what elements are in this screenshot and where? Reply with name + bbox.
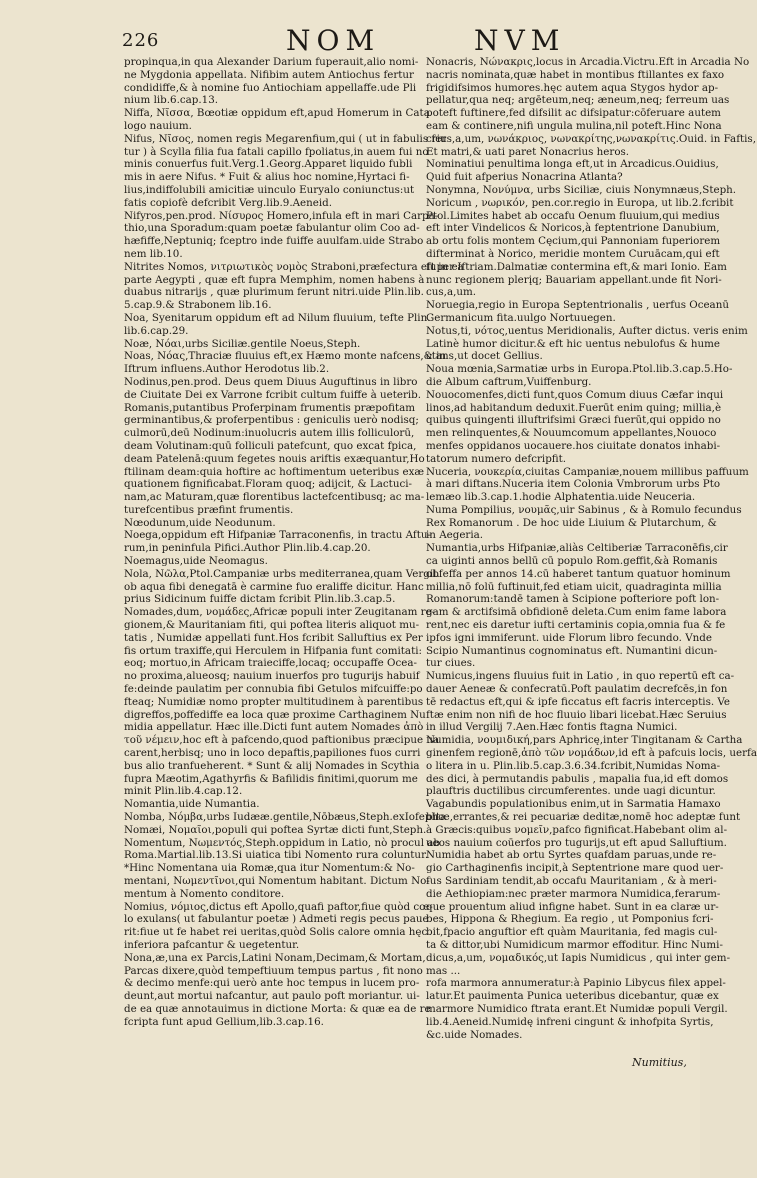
- text-line: ta & dittor,ubi Numidicum marmor effoditur. Hinc Numi-: [426, 938, 723, 951]
- text-line: duabus nitrarijs , quæ plurimum ferunt nitri.uide Plin.lib.: [124, 286, 424, 299]
- text-line: turefcentibus præfint frumentis.: [124, 503, 294, 516]
- text-line: germinantibus,& proferpentibus : geniculis uerò nodisq;: [124, 414, 419, 427]
- text-line: eam & continere,nifi ungula mulina,nil poteft.Hinc Nona: [426, 119, 722, 132]
- text-line: ftilinam deam:quia hoftire ac hoftimentum ueteribus exæ: [124, 465, 425, 478]
- text-line: millia,nō folū fuftinuit,fed etiam uicit, quadraginta millia: [426, 580, 722, 593]
- text-line: eft inter Vindelicos & Noricos,à feptentrione Danubium,: [426, 222, 720, 235]
- text-line: deunt,aut mortui nafcantur, aut paulo poft moriantur. ui-: [124, 990, 420, 1003]
- text-line: tur ) à Scylla filia fua fatali capillo fpoliatus,in auem fui no: [124, 145, 429, 158]
- text-line: Nifus, Νῖσος, nomen regis Megarenfium,qui ( ut in fabulis fer: [124, 132, 447, 145]
- text-line: Nomantia,uide Numantia.: [124, 798, 260, 811]
- text-line: de ea quæ annotauimus in dictione Morta: & quæ ea de re: [124, 1002, 431, 1015]
- text-line: menfes oppidanos uocauere.hos ciuitate donatos inhabi-: [426, 439, 721, 452]
- text-line: dauer Aeneæ & confecratū.Poft paulatim decrefcēs,in fon: [426, 683, 728, 696]
- text-line: bes, Hippona & Rhegium. Ea regio , ut Pomponius fcri-: [426, 913, 714, 926]
- text-line: τοῦ νέμειν,hoc eft à pafcendo,quod paftionibus præcipue ua: [124, 734, 440, 747]
- text-line: bitæ,errantes,& rei pecuariæ deditæ,nomē hoc adeptæ funt: [426, 811, 741, 824]
- text-line: à mari diftans.Nuceria item Colonia Vmbrorum urbs Pto: [426, 478, 721, 491]
- text-line: lib.4.Aeneid.Numidę infreni cingunt & inhofpita Syrtis,: [426, 1015, 714, 1028]
- text-line: Nomæi, Νομαῖοι,populi qui poftea Syrtæ dicti funt,Steph.: [124, 823, 427, 836]
- text-line: Numantia,urbs Hifpaniæ,aliàs Celtiberiæ Tarraconēfis,cir: [426, 542, 728, 555]
- text-line: carent,herbisq; uno in loco depaftis,papiliones fuos curri: [124, 747, 421, 760]
- text-line: de Ciuitate Dei ex Varrone fcribit cultum fuiffe à ueterib.: [124, 388, 422, 401]
- text-line: Numidia habet ab ortu Syrtes quafdam paruas,unde re-: [426, 849, 717, 862]
- text-line: deam Patelenā:quum fegetes nouis ariftis exæquantur,Ho: [124, 452, 425, 465]
- text-line: Scipio Numantinus cognominatus eft. Numantini dicun-: [426, 644, 718, 657]
- text-line: die Album caftrum,Vuiffenburg.: [426, 375, 592, 388]
- text-line: Nominatiui penultima longa eft,ut in Arcadicus.Ouidius,: [426, 158, 719, 171]
- text-line: & decimo menfe:qui uerò ante hoc tempus in lucem pro-: [124, 977, 420, 990]
- text-line: nacris nominata,quæ habet in montibus ftillantes ex faxo: [426, 68, 725, 81]
- text-line: 5.cap.9.& Strabonem lib.16.: [124, 299, 272, 312]
- text-line: cus,a,um.: [426, 286, 477, 299]
- text-line: &c.uide Nomades.: [426, 1028, 523, 1041]
- text-line: Quid fuit afperius Nonacrina Atlanta?: [426, 171, 623, 184]
- text-line: Latinè humor dicitur.& eft hic uentus nebulofus & hume: [426, 337, 721, 350]
- text-line: tatorum numero defcripfit.: [426, 452, 567, 465]
- text-line: bit,fpacio anguftior eft quàm Mauritania, fed magis cul-: [426, 926, 718, 939]
- text-line: latur.Et pauimenta Punica ueteribus dicebantur, quæ ex: [426, 990, 719, 1003]
- text-line: marmore Numidico ftrata erant.Et Numidæ populi Vergil.: [426, 1002, 728, 1015]
- text-line: Vagabundis populationibus enim,ut in Sarmatia Hamaxo: [426, 798, 721, 811]
- text-line: Noricum , νωρικόν, pen.cor.regio in Europa, ut lib.2.fcribit: [426, 196, 734, 209]
- text-line: inferiora pafcantur & uegetentur.: [124, 938, 300, 951]
- text-line: ipfos igni immiferunt. uide Florum libro fecundo. Vnde: [426, 631, 712, 644]
- text-line: rum,in peninfula Pifici.Author Plin.lib.4.cap.20.: [124, 542, 371, 555]
- text-line: thio,una Sporadum:quam poetæ fabulantur olim Coo ad-: [124, 222, 420, 235]
- text-line: poteft fuftinere,fed difsilit ac difsipatur:cōferuare autem: [426, 107, 721, 120]
- text-line: ctans,ut docet Gellius.: [426, 350, 543, 363]
- text-line: des dici, à permutandis pabulis , mapalia fua,id eft domos: [426, 772, 729, 785]
- right-column: [426, 56, 757, 1041]
- text-line: condidiffe,& à nomine fuo Antiochiam appellaffe.ude Pli: [124, 81, 417, 94]
- text-line: mentani, Νωμεντῖνοι,qui Nomentum habitant. Dictum No-: [124, 875, 430, 887]
- text-line: fe:deinde paulatim per connubia fibi Getulos mifcuiffe:po: [124, 683, 423, 696]
- text-line: Nonacris, Νώνακρις,locus in Arcadia.Victru.Eft in Arcadia No: [426, 56, 750, 68]
- text-line: Nonymna, Νονύμνα, urbs Siciliæ, ciuis Nonymnæus,Steph.: [426, 183, 737, 196]
- text-line: Nona,æ,una ex Parcis,Latini Nonam,Decimam,& Mortam,: [124, 951, 426, 964]
- text-line: fuper Iftriam.Dalmatiæ contermina eft,& mari Ionio. Eam: [426, 260, 727, 273]
- text-line: *Hinc Nomentana uia Romæ,qua itur Nomentum:& No-: [124, 862, 415, 875]
- text-line: digreffos,poffediffe ea loca quæ proxime Carthaginem Nu: [124, 708, 426, 721]
- text-line: logo nauium.: [124, 119, 192, 132]
- running-head-left: NOM: [286, 24, 381, 57]
- text-line: ca uiginti annos bellū cū populo Rom.geffit,&à Romanis: [426, 555, 718, 568]
- text-line: Noas, Νόας,Thraciæ fluuius eft,ex Hæmo monte nafcens,& in: [124, 350, 447, 363]
- text-line: Romanis,putantibus Proferpinam frumentis præpofitam: [124, 401, 415, 414]
- text-line: à Græcis:quibus νομεῖν,pafco fignificat.Habebant olim al-: [426, 823, 728, 836]
- text-line: quibus quingenti illuftrifsimi Græci fuerūt,qui oppido no: [426, 414, 721, 427]
- text-line: prius Sidicinum fuiffe dictam fcribit Plin.lib.3.cap.5.: [124, 593, 396, 606]
- text-line: hæfiffe,Neptuniq; fceptro inde fuiffe auulfam.uide Strabo: [124, 235, 424, 248]
- text-line: die Aethiopiam:nec præter marmora Numidica,ferarum-: [426, 887, 721, 900]
- text-line: quationem fignificabat.Floram quoq; adijcit, & Lactuci-: [124, 478, 412, 491]
- text-line: difterminat à Norico, meridie montem Curuācam,qui eft: [426, 247, 720, 260]
- text-line: Rex Romanorum . De hoc uide Liuium & Plutarchum, &: [426, 516, 717, 529]
- text-line: fupra Mæotim,Agathyrfis & Bafilidis finitimi,quorum me: [124, 772, 418, 785]
- text-line: Numidia, νουμιδική,pars Aphricę,inter Tingitanam & Cartha: [426, 734, 743, 747]
- text-line: ftæ enim non nifi de hoc fluuio libari licebat.Hæc Seruius: [426, 708, 727, 721]
- text-line: dicus,a,um, νομαδικός,ut Iapis Numidicus , qui inter gem-: [426, 951, 731, 964]
- text-line: fteaq; Numidiæ nomo propter multitudinem à parentibus: [124, 695, 424, 708]
- text-line: ne Mygdonia appellata. Nifibim autem Antiochus fertur: [124, 68, 414, 81]
- text-line: Noemagus,uide Neomagus.: [124, 555, 268, 568]
- text-line: rent,nec eis daretur iufti certaminis copia,omnia fua & fe: [426, 619, 726, 632]
- text-line: Nifyros,pen.prod. Νίσυρος Homero,infula eft in mari Carpa-: [124, 209, 439, 222]
- text-line: eoq; mortuo,in Africam traieciffe,locaq; occupaffe Ocea-: [124, 657, 417, 670]
- text-line: fcripta funt apud Gellium,lib.3.cap.16.: [124, 1015, 324, 1028]
- text-line: Ptol.Limites habet ab occafu Oenum fluuium,qui medius: [426, 209, 720, 222]
- text-line: bus alio tranfueherent. * Sunt & alij Nomades in Scythia: [124, 759, 420, 772]
- text-line: deam Volutinam:quū folliculi patefcunt, quo excat fpica,: [124, 439, 417, 452]
- text-line: Nodinus,pen.prod. Deus quem Diuus Auguftinus in libro: [124, 375, 418, 388]
- text-line: lius,indiffolubili amicitiæ uinculo Euryalo coniunctus:ut: [124, 183, 415, 196]
- page-header: [0, 14, 700, 57]
- text-line: Parcas dixere,quòd tempeftiuum tempus partus , fit nono: [124, 964, 423, 977]
- text-line: linos,ad habitandum deduxit.Fuerūt enim quing; millia,è: [426, 401, 722, 414]
- text-line: Nomba, Νόμβα,urbs Iudææ.gentile,Nōbæus,Steph.exIofepho.: [124, 811, 448, 824]
- text-line: minis conuerfus fuit.Verg.1.Georg.Apparet liquido fubli: [124, 158, 413, 171]
- text-line: Iftrum influens.Author Herodotus lib.2.: [124, 363, 330, 376]
- catchword: Numitius,: [632, 1056, 687, 1069]
- text-line: Numa Pompilius, νουμᾶς,uir Sabinus , & à Romulo fecundus: [426, 503, 742, 516]
- text-line: nium lib.6.cap.13.: [124, 94, 219, 107]
- text-line: obfeffa per annos 14.cū haberet tantum quatuor hominum: [426, 567, 731, 580]
- text-line: tatis , Numidæ appellati funt.Hos fcribit Salluftius ex Per: [124, 631, 423, 644]
- text-line: lib.6.cap.29.: [124, 324, 189, 337]
- text-line: Noua mœnia,Sarmatiæ urbs in Europa.Ptol.lib.3.cap.5.Ho-: [426, 363, 733, 376]
- text-line: no proxima,alueosq; nauium inuerfos pro tugurijs habuif: [124, 670, 420, 683]
- text-line: que prouentum aliud infigne habet. Sunt in ea claræ ur-: [426, 900, 719, 913]
- text-line: fatis copiofè defcribit Verg.lib.9.Aeneid.: [124, 196, 332, 209]
- text-line: Niffa, Νῖσσα, Bœotiæ oppidum eft,apud Homerum in Cata: [124, 107, 430, 120]
- text-line: Et matri,& uati paret Nonacrius heros.: [426, 145, 630, 158]
- text-line: fis ortum traxiffe,qui Herculem in Hifpania funt comitati:: [124, 644, 422, 657]
- text-line: frigidifsimos humores.hęc autem aqua Stygos hydor ap-: [426, 81, 719, 94]
- text-line: tur ciues.: [426, 657, 476, 670]
- page-number: 226: [122, 30, 160, 51]
- text-line: mas ...: [426, 964, 461, 977]
- text-line: Nomentum, Νωμεντός,Steph.oppidum in Latio, nò procul ab: [124, 836, 440, 849]
- text-line: lemæo lib.3.cap.1.hodie Alphatentia.uide Neuceria.: [426, 491, 696, 504]
- text-line: ueos nauium coūerfos pro tugurijs,ut eft apud Salluftium.: [426, 836, 727, 849]
- text-line: culmorū,deū Nodinum:inuolucris autem illis folliculorū,: [124, 427, 415, 440]
- text-line: Nola, Νῶλα,Ptol.Campaniæ urbs mediterranea,quam Vergil.: [124, 567, 440, 580]
- text-line: Noruegia,regio in Europa Septentrionalis , uerfus Oceanū: [426, 299, 729, 312]
- text-line: plauftris ductilibus circumferentes. unde uagi dicuntur.: [426, 785, 716, 798]
- text-line: ab ortu folis montem Cęcium,qui Pannoniam fuperiorem: [426, 235, 721, 248]
- text-line: mentum à Nomento conditore.: [124, 887, 285, 900]
- text-line: mis in aere Nifus. * Fuit & alius hoc nomine,Hyrtaci fi-: [124, 171, 410, 184]
- text-line: nem lib.10.: [124, 247, 183, 260]
- text-line: Noæ, Νόαι,urbs Siciliæ.gentile Noeus,Steph.: [124, 337, 361, 350]
- text-line: Nomades,dum, νομάδες,Africæ populi inter Zeugitanam re-: [124, 606, 436, 619]
- text-line: ginenfem regionē,ἀπὸ τῶν νομάδων,id eft à pafcuis locis, uerfa: [426, 747, 757, 760]
- text-line: minit Plin.lib.4.cap.12.: [124, 785, 243, 798]
- running-head-right: NVM: [474, 24, 566, 57]
- text-line: gio Carthaginenfis incipit,à Septentrione mare quod uer-: [426, 862, 724, 875]
- text-line: crius,a,um, νωνάκριος, νωνακρίτης,νωνακρίτις.Ouid. in Faftis,: [426, 132, 756, 145]
- text-line: o litera in u. Plin.lib.5.cap.3.6.34.fcribit,Numidas Noma-: [426, 759, 721, 772]
- text-line: Nomius, νόμιος,dictus eft Apollo,quafi paftor,fiue quòd cœ-: [124, 900, 433, 913]
- text-line: tē redactus eft,qui & ipfe ficcatus eft facris interceptis. Ve: [426, 695, 730, 708]
- text-line: Noega,oppidum eft Hifpaniæ Tarraconenfis, in tractu Aftu-: [124, 529, 431, 542]
- text-line: fus Sardiniam tendit,ab occafu Mauritaniam , & à meri-: [426, 875, 717, 887]
- text-line: Nitrites Nomos, νιτριωτικὸς νομὸς Straboni,præfectura eft in ea: [124, 260, 464, 273]
- text-line: Nœodunum,uide Neodunum.: [124, 516, 276, 529]
- text-line: lo exulans( ut fabulantur poetæ ) Admeti regis pecus paue: [124, 913, 429, 926]
- text-line: gam & arctifsimā obfidionē deleta.Cum enim fame labora: [426, 606, 727, 619]
- text-line: men relinquentes,& Nouumcomum appellantes,Nouoco: [426, 427, 717, 440]
- text-line: Roma.Martial.lib.13.Si uiatica tibi Nomento rura coluntur.: [124, 849, 429, 862]
- text-line: gionem,& Mauritaniam fiti, qui poftea literis aliquot mu-: [124, 619, 420, 632]
- text-line: Nouocomenfes,dicti funt,quos Comum diuus Cæfar inqui: [426, 388, 724, 401]
- text-line: rit:fiue ut fe habet rei ueritas,quòd Solis calore omnia hęc: [124, 926, 428, 939]
- text-line: Nuceria, νουκερία,ciuitas Campaniæ,nouem millibus paffuum: [426, 465, 749, 478]
- text-line: in Aegeria.: [426, 529, 484, 542]
- text-line: in illud Vergilij 7.Aen.Hæc fontis ftagna Numici.: [426, 721, 678, 734]
- text-line: midia appellatur. Hæc ille.Dicti funt autem Nomades ἀπὸ: [124, 721, 424, 734]
- text-line: Notus,ti, νότος,uentus Meridionalis, Aufter dictus. veris enim: [426, 324, 748, 337]
- text-line: rofa marmora annumeratur:à Papinio Libycus filex appel-: [426, 977, 726, 990]
- text-line: Noa, Syenitarum oppidum eft ad Nilum fluuium, tefte Plin.: [124, 311, 431, 324]
- text-line: Germanicum fita.uulgo Nortuuegen.: [426, 311, 616, 324]
- text-line: Romanorum:tandē tamen à Scipione pofteriore poft lon-: [426, 593, 720, 606]
- text-line: nam,ac Maturam,quæ florentibus lactefcentibusq; ac ma-: [124, 491, 425, 504]
- text-line: nunc regionem plerįq; Bauariam appellant.unde fit Nori-: [426, 273, 722, 286]
- text-line: propinqua,in qua Alexander Darium fuperauit,alio nomi-: [124, 56, 419, 68]
- text-line: pellatur,qua neq; argēteum,neq; æneum,neq; ferreum uas: [426, 94, 730, 107]
- text-line: parte Aegypti , quæ eft fupra Memphim, nomen habens à: [124, 273, 425, 286]
- text-line: Numicus,ingens fluuius fuit in Latio , in quo repertū eft ca-: [426, 670, 735, 683]
- text-line: ob aqua fibi denegatā è carmine fuo eraliffe dicitur. Hanc: [124, 580, 424, 593]
